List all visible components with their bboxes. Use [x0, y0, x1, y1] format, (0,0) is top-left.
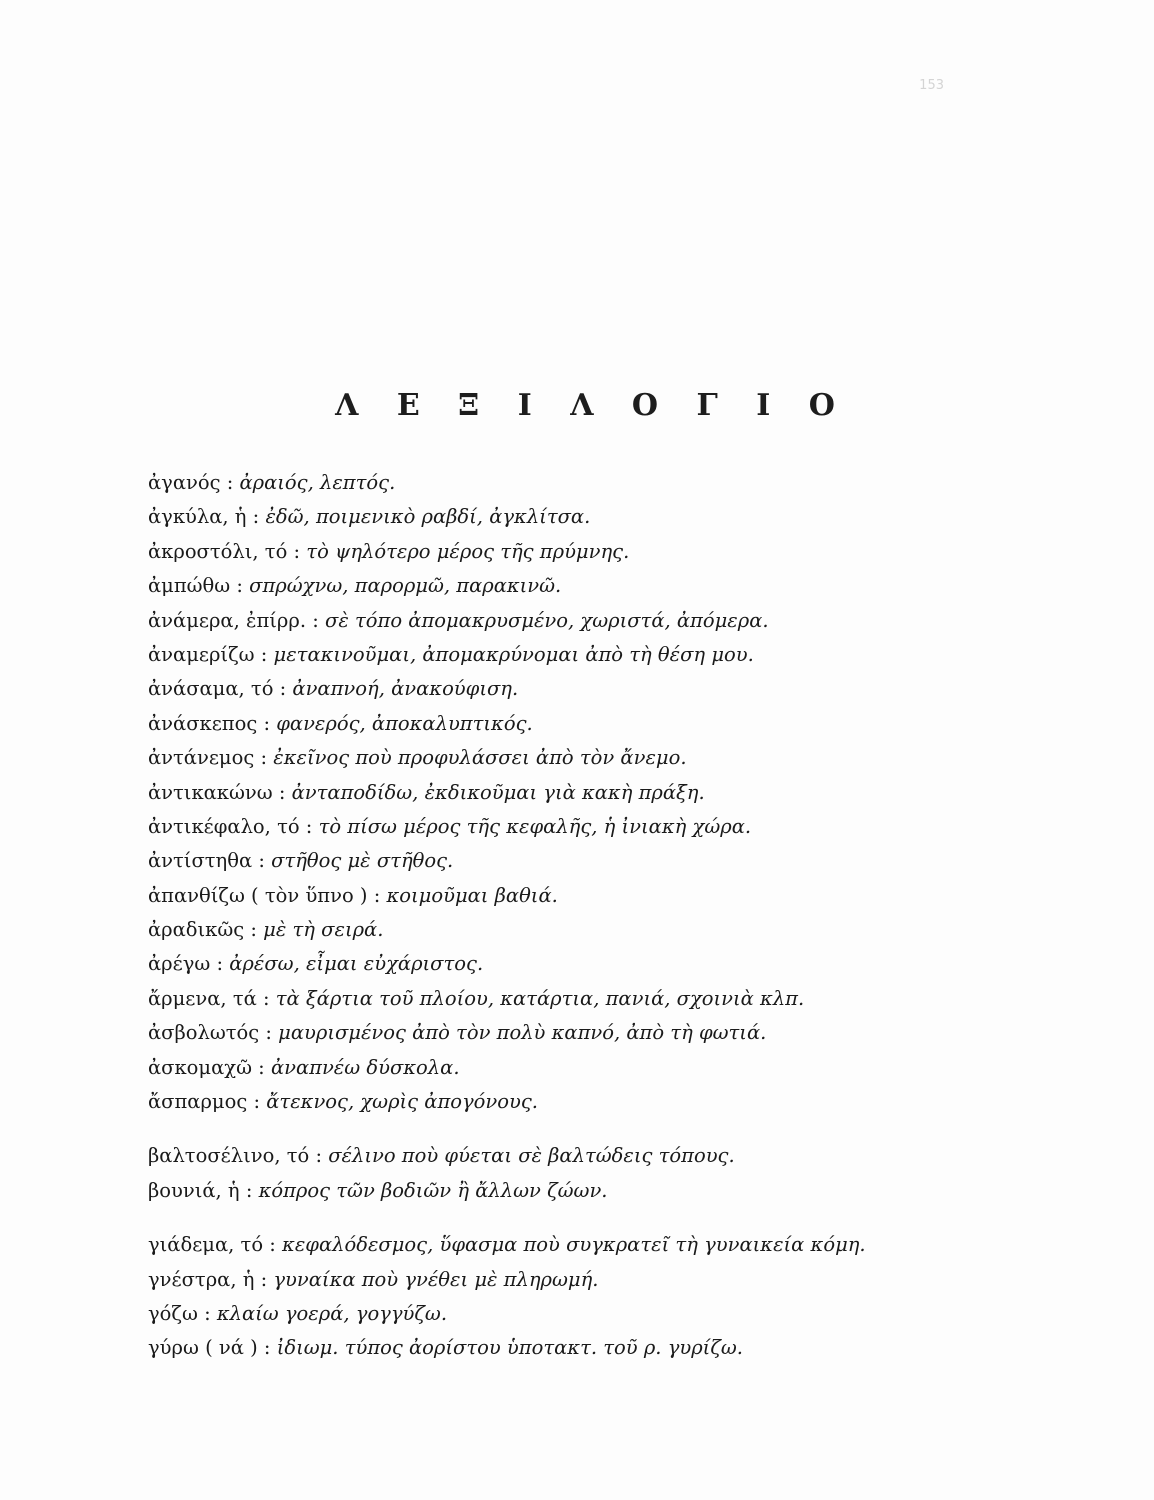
entry-definition: τὰ ξάρτια τοῦ πλοίου, κατάρτια, πανιά, σχοινιὰ κλπ. — [275, 986, 805, 1010]
entry-separator: : — [259, 1021, 279, 1045]
entry-term: ἀπανθίζω ( τὸν ὕπνο ) — [148, 883, 368, 907]
entry-term: ἀσβολωτός — [148, 1021, 260, 1045]
entry-term: ἀραδικῶς — [148, 918, 245, 942]
glossary-entry — [148, 672, 1048, 706]
glossary-entry — [148, 1085, 1048, 1119]
entry-term: ἀνάμερα, ἐπίρρ. — [148, 608, 307, 632]
entry-definition: μὲ τὴ σειρά. — [263, 918, 384, 942]
page-title: Λ Ε Ξ Ι Λ Ο Γ Ι Ο — [335, 388, 849, 423]
entry-term: ἀσκομαχῶ — [148, 1055, 252, 1079]
glossary-entry — [148, 776, 1048, 810]
entry-definition: κεφαλόδεσμος, ὕφασμα ποὺ συγκρατεῖ τὴ γυναικεία κόμη. — [282, 1233, 866, 1257]
entry-term: ἀνάσκεπος — [148, 711, 258, 735]
entry-definition: μαυρισμένος ἀπὸ τὸν πολὺ καπνό, ἀπὸ τὴ φωτιά. — [278, 1021, 767, 1045]
entry-separator: : — [246, 505, 266, 529]
entry-separator: : — [210, 952, 230, 976]
glossary-entry — [148, 1174, 1048, 1208]
entry-term: ἀνάσαμα, τό — [148, 677, 274, 701]
glossary-entry — [148, 1331, 1048, 1365]
entry-term: ἀμπώθω — [148, 574, 231, 598]
entry-separator: : — [287, 539, 307, 563]
glossary-entry — [148, 466, 1048, 500]
entry-separator: : — [252, 849, 272, 873]
entry-term: γύρω ( νά ) — [148, 1336, 258, 1360]
entry-separator: : — [220, 471, 240, 494]
entry-separator: : — [299, 814, 319, 838]
glossary-entry — [148, 982, 1048, 1016]
entry-definition: σὲ τόπο ἀπομακρυσμένο, χωριστά, ἀπόμερα. — [325, 608, 769, 632]
entry-definition: τὸ ψηλότερο μέρος τῆς πρύμνης. — [306, 539, 630, 563]
entry-term: βαλτοσέλινο, τό — [148, 1144, 310, 1168]
entry-separator: : — [244, 918, 264, 942]
entry-definition: ἀναπνέω δύσκολα. — [270, 1055, 460, 1079]
glossary-entry — [148, 1016, 1048, 1050]
entry-definition: στῆθος μὲ στῆθος. — [271, 849, 454, 873]
entry-term: ἀρέγω — [148, 952, 211, 976]
entry-separator: : — [256, 986, 276, 1010]
entry-definition: κλαίω γοερά, γογγύζω. — [216, 1301, 448, 1325]
glossary-entry — [148, 638, 1048, 672]
entry-separator: : — [254, 1267, 274, 1291]
entry-definition: μετακινοῦμαι, ἀπομακρύνομαι ἀπὸ τὴ θέση μου. — [273, 642, 754, 666]
glossary-entry — [148, 535, 1048, 569]
entry-definition: σπρώχνω, παρορμῶ, παρακινῶ. — [249, 574, 562, 598]
entry-definition: ἰδιωμ. τύπος ἀορίστου ὑποτακτ. τοῦ ρ. γυρίζω. — [276, 1336, 743, 1360]
glossary-entry — [148, 844, 1048, 878]
entry-term: ἀντικακώνω — [148, 780, 273, 804]
entry-definition: ἀνταποδίδω, ἐκδικοῦμαι γιὰ κακὴ πράξη. — [291, 780, 705, 804]
entry-term: ἀναμερίζω — [148, 642, 255, 666]
entry-definition: ἀναπνοή, ἀνακούφιση. — [292, 677, 519, 701]
glossary — [148, 466, 1048, 1366]
entry-separator: : — [197, 1301, 217, 1325]
entry-term: ἀγανός — [148, 471, 221, 494]
glossary-entry — [148, 1297, 1048, 1331]
glossary-section — [148, 1228, 1048, 1366]
glossary-entry — [148, 1139, 1048, 1173]
entry-separator: : — [239, 1178, 259, 1202]
entry-definition: ἀρέσω, εἶμαι εὐχάριστος. — [229, 952, 484, 976]
entry-definition: κόπρος τῶν βοδιῶν ἢ ἄλλων ζώων. — [258, 1178, 608, 1202]
entry-term: ἀντικέφαλο, τό — [148, 814, 300, 838]
entry-term: ἀγκύλα, ἡ — [148, 505, 247, 529]
entry-separator: : — [257, 1336, 277, 1360]
glossary-section — [148, 1139, 1048, 1208]
entry-term: ἀντίστηθα — [148, 849, 253, 873]
entry-separator: : — [306, 608, 326, 632]
glossary-entry — [148, 500, 1048, 534]
entry-separator: : — [254, 642, 274, 666]
entry-term: ἀντάνεμος — [148, 746, 255, 770]
entry-term: βουνιά, ἡ — [148, 1178, 240, 1202]
glossary-entry — [148, 1228, 1048, 1262]
entry-term: ἀκροστόλι, τό — [148, 539, 288, 563]
entry-term: ἄσπαρμος — [148, 1090, 248, 1114]
entry-term: γιάδεμα, τό — [148, 1233, 264, 1257]
glossary-entry — [148, 707, 1048, 741]
entry-definition: ἀραιός, λεπτός. — [239, 471, 396, 494]
glossary-section — [148, 466, 1048, 1119]
glossary-entry — [148, 741, 1048, 775]
entry-definition: τὸ πίσω μέρος τῆς κεφαλῆς, ἡ ἰνιακὴ χώρα. — [318, 814, 752, 838]
glossary-entry — [148, 947, 1048, 981]
entry-definition: σέλινο ποὺ φύεται σὲ βαλτώδεις τόπους. — [328, 1144, 735, 1168]
glossary-entry — [148, 810, 1048, 844]
entry-separator: : — [247, 1090, 267, 1114]
entry-separator: : — [272, 780, 292, 804]
entry-definition: ἄτεκνος, χωρὶς ἀπογόνους. — [266, 1090, 538, 1114]
entry-separator: : — [230, 574, 250, 598]
entry-definition: ἐκεῖνος ποὺ προφυλάσσει ἀπὸ τὸν ἄνεμο. — [273, 746, 687, 770]
glossary-entry — [148, 1051, 1048, 1085]
entry-separator: : — [251, 1055, 271, 1079]
entry-term: γόζω — [148, 1301, 198, 1325]
entry-separator: : — [254, 746, 274, 770]
glossary-entry — [148, 604, 1048, 638]
glossary-entry — [148, 569, 1048, 603]
entry-separator: : — [257, 711, 277, 735]
glossary-entry — [148, 879, 1048, 913]
entry-separator: : — [367, 883, 387, 907]
glossary-entry — [148, 1263, 1048, 1297]
glossary-entry — [148, 913, 1048, 947]
page-number: 153 — [919, 78, 944, 93]
entry-definition: ἐδῶ, ποιμενικὸ ραβδί, ἀγκλίτσα. — [265, 505, 591, 529]
entry-definition: φανερός, ἀποκαλυπτικός. — [276, 711, 533, 735]
entry-separator: : — [263, 1233, 283, 1257]
entry-separator: : — [273, 677, 293, 701]
entry-definition: γυναίκα ποὺ γνέθει μὲ πληρωμή. — [273, 1267, 599, 1291]
entry-term: ἄρμενα, τά — [148, 986, 257, 1010]
entry-separator: : — [309, 1144, 329, 1168]
entry-term: γνέστρα, ἡ — [148, 1267, 255, 1291]
entry-definition: κοιμοῦμαι βαθιά. — [386, 883, 558, 907]
